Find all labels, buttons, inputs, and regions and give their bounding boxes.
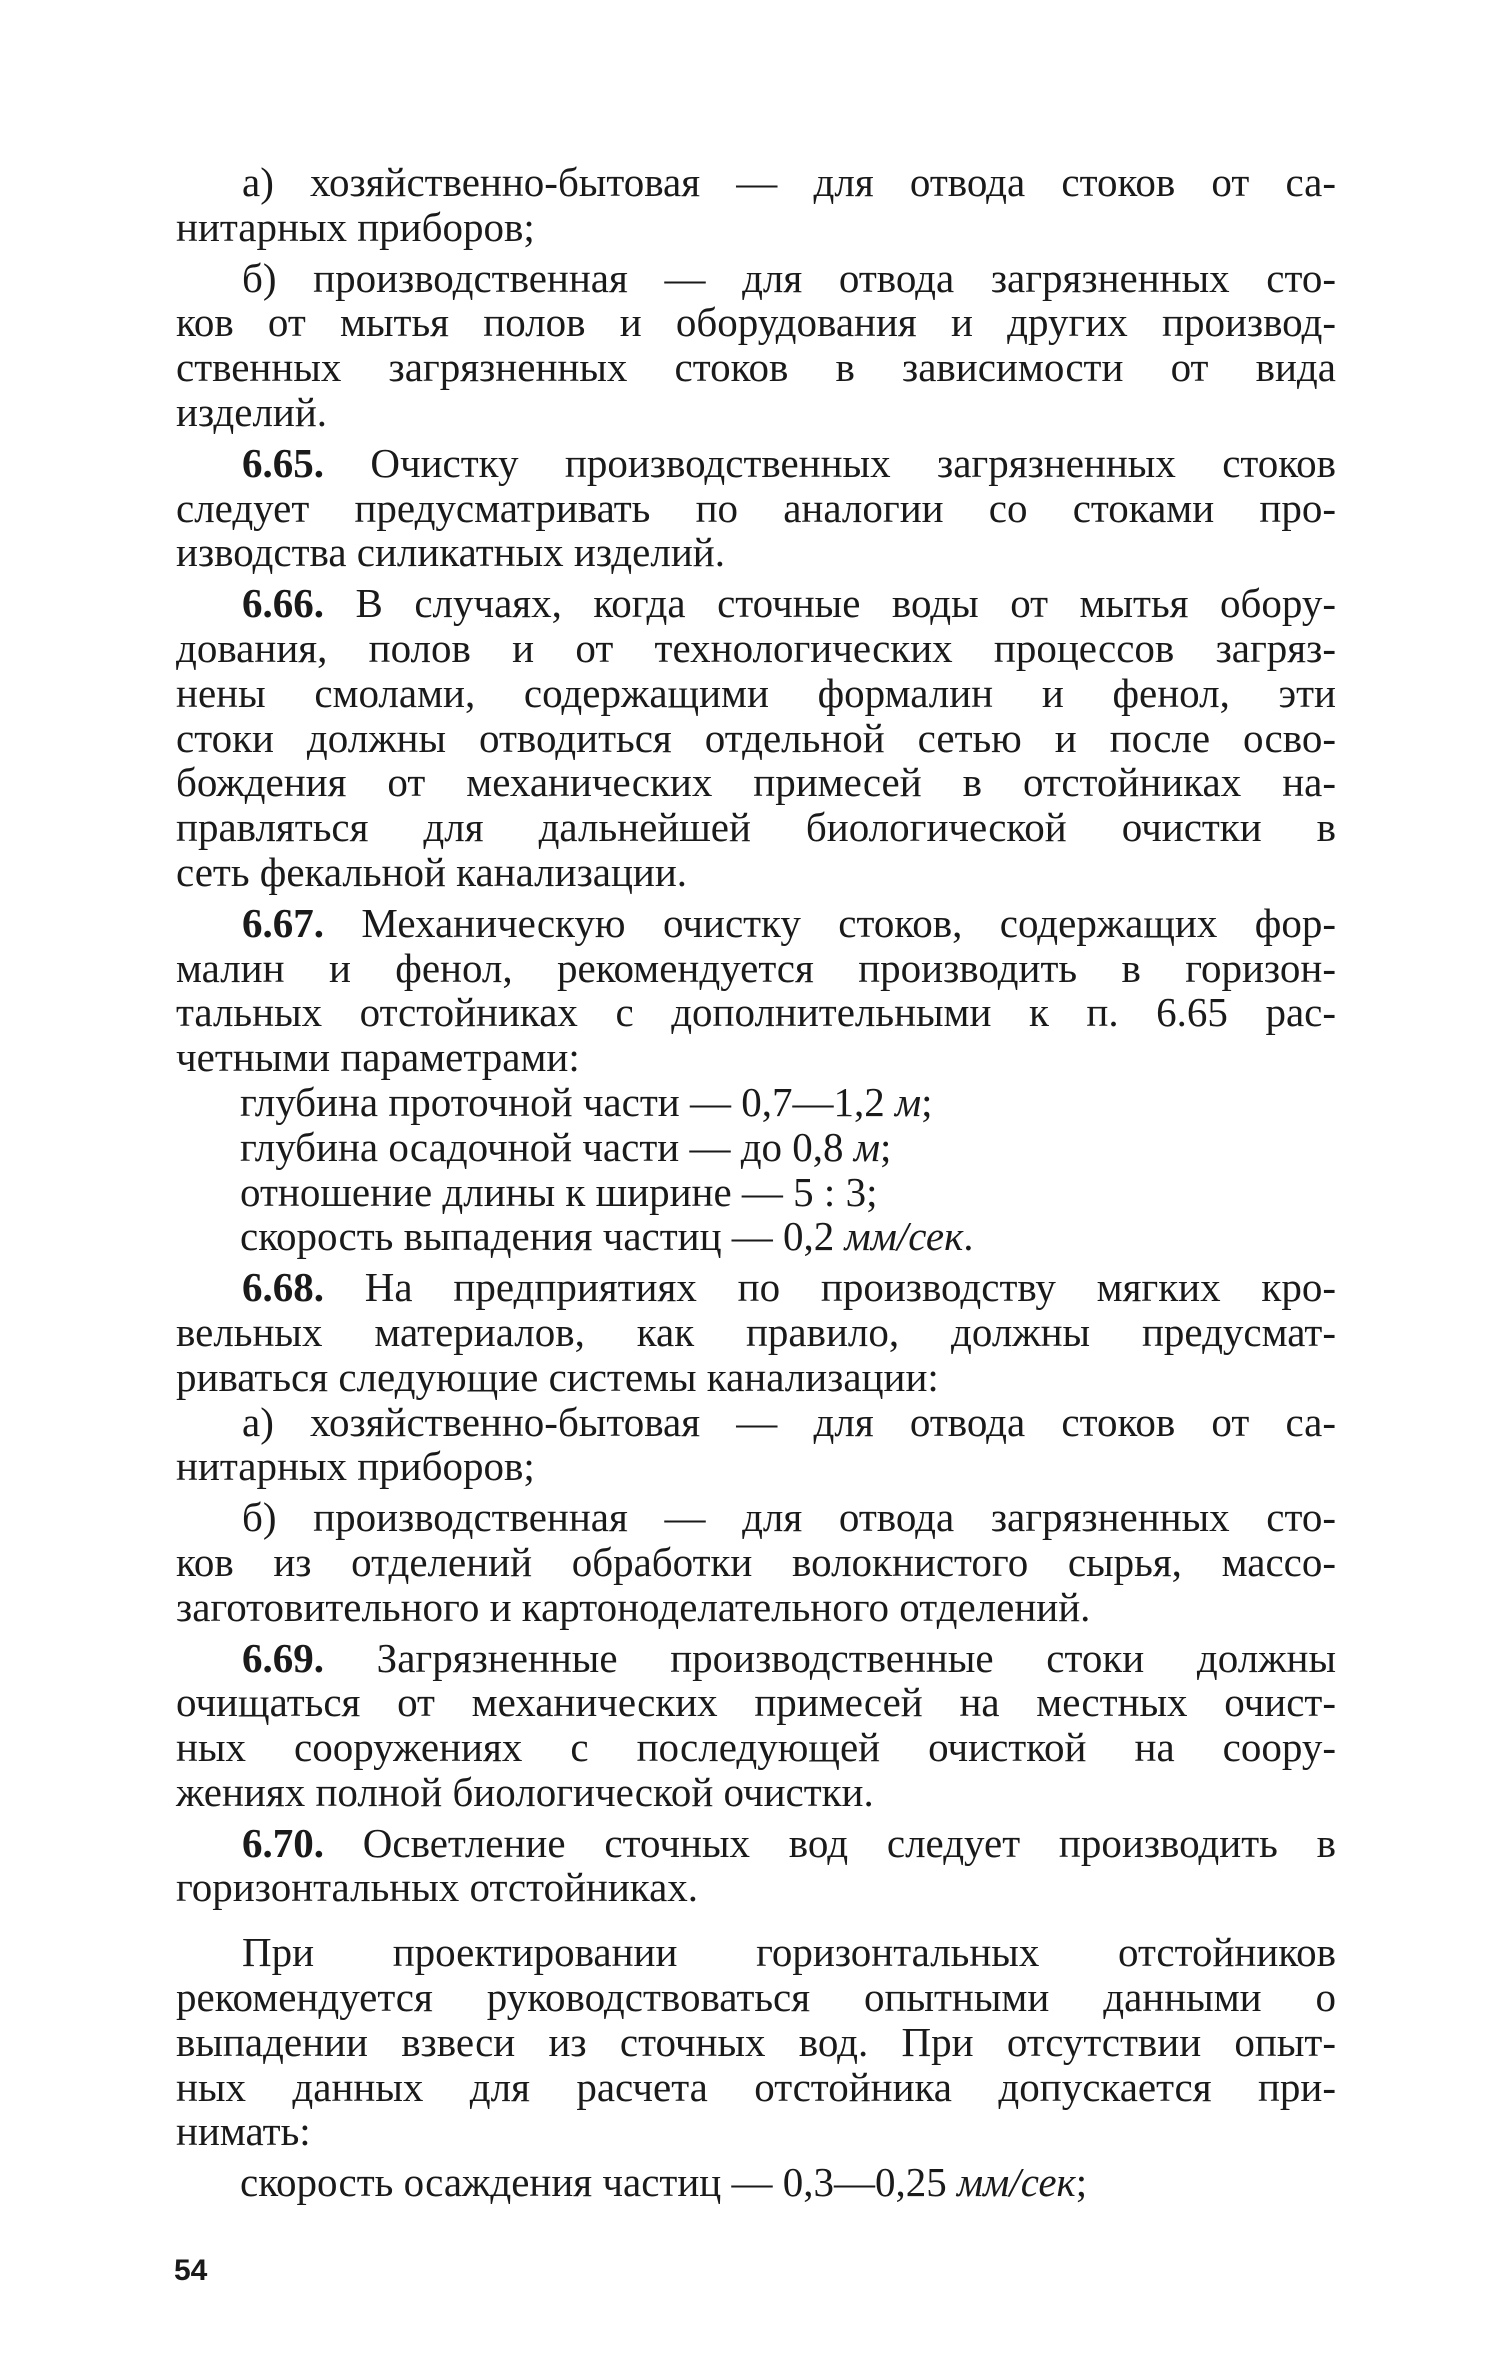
clause-text: Загрязненные производственные стоки должны — [324, 1634, 1336, 1681]
text-line: ственных загрязненных стоков в зависимости от вида — [176, 344, 1336, 391]
parameter-list — [176, 2160, 1336, 2205]
clause-6-70 — [176, 1821, 1336, 1911]
clause-number: 6.69. — [242, 1634, 324, 1681]
text-line: При проектировании горизонтальных отстойников — [242, 1929, 1336, 1976]
parameter-text: скорость осаждения частиц — 0,3—0,25 — [240, 2159, 957, 2206]
text-line: дования, полов и от технологических процессов загряз- — [176, 624, 1336, 671]
clause-text: Очистку производственных загрязненных стоков — [324, 439, 1336, 486]
text-line: изводства силикатных изделий. — [176, 529, 725, 576]
text-line: заготовительного и картоноделательного отделений. — [176, 1583, 1091, 1630]
unit: м — [894, 1078, 922, 1125]
clause-number: 6.67. — [242, 899, 324, 946]
text-line: ных сооружениях с последующей очисткой на соору- — [176, 1724, 1336, 1771]
text-line: изделий. — [176, 388, 328, 435]
paragraph-item-a — [176, 160, 1336, 250]
text-line: а) хозяйственно-бытовая — для отвода стоков от са- — [242, 1398, 1336, 1445]
paragraph-item-b — [176, 256, 1336, 435]
text-line: нитарных приборов; — [176, 203, 535, 250]
text-line: риваться следующие системы канализации: — [176, 1353, 939, 1400]
paragraph-item-a — [176, 1400, 1336, 1490]
unit: мм/сек — [956, 2159, 1076, 2206]
parameter-line — [176, 2160, 1336, 2205]
line-end: ; — [921, 1078, 933, 1125]
page-number: 54 — [174, 2254, 208, 2287]
text-line — [176, 441, 1336, 486]
document-body — [176, 160, 1336, 2205]
unit: м — [853, 1123, 880, 1170]
text-line: правляться для дальнейшей биологической очистки в — [176, 804, 1336, 851]
text-line: б) производственная — для отвода загрязненных сто- — [242, 254, 1336, 301]
parameter-line — [176, 1125, 1336, 1170]
text-line: ных данных для расчета отстойника допускается при- — [176, 2063, 1336, 2110]
text-line: малин и фенол, рекомендуется производить в горизон- — [176, 944, 1336, 991]
text-line: следует предусматривать по аналогии со стоками про- — [176, 484, 1336, 531]
text-line — [176, 581, 1336, 626]
text-line: бождения от механических примесей в отстойниках на- — [176, 759, 1336, 806]
clause-number: 6.66. — [242, 580, 324, 627]
parameter-text: глубина проточной части — 0,7—1,2 — [240, 1078, 895, 1125]
parameter-text: отношение длины к ширине — 5 : 3; — [240, 1168, 878, 1215]
clause-text: В случаях, когда сточные воды от мытья обору- — [324, 580, 1336, 627]
clause-6-66 — [176, 581, 1336, 895]
clause-number: 6.68. — [242, 1264, 324, 1311]
clause-text: Осветление сточных вод следует производить в — [324, 1819, 1336, 1866]
text-line: нимать: — [176, 2108, 311, 2155]
text-line: тальных отстойниках с дополнительными к п. 6.65 рас- — [176, 989, 1336, 1036]
text-line: ков из отделений обработки волокнистого сырья, массо- — [176, 1538, 1336, 1585]
paragraph — [176, 1930, 1336, 2154]
text-line: вельных материалов, как правило, должны предусмат- — [176, 1308, 1336, 1355]
clause-6-68 — [176, 1265, 1336, 1399]
text-line: четными параметрами: — [176, 1034, 580, 1081]
line-end: ; — [879, 1123, 892, 1170]
text-line: рекомендуется руководствоваться опытными данными о — [176, 1974, 1336, 2021]
paragraph-item-b — [176, 1495, 1336, 1629]
clause-number: 6.70. — [242, 1819, 324, 1866]
text-line: очищаться от механических примесей на местных очист- — [176, 1679, 1336, 1726]
clause-6-67 — [176, 901, 1336, 1080]
text-line: б) производственная — для отвода загрязненных сто- — [242, 1494, 1336, 1541]
clause-6-69 — [176, 1636, 1336, 1815]
text-line — [176, 1265, 1336, 1310]
text-line: нитарных приборов; — [176, 1443, 535, 1490]
text-line: ков от мытья полов и оборудования и других производ- — [176, 299, 1336, 346]
text-line: горизонтальных отстойниках. — [176, 1864, 699, 1911]
parameter-list — [176, 1080, 1336, 1259]
parameter-line — [176, 1170, 1336, 1215]
clause-text: Механическую очистку стоков, содержащих фор- — [324, 899, 1336, 946]
parameter-text: глубина осадочной части — до 0,8 — [240, 1123, 854, 1170]
clause-number: 6.65. — [242, 439, 324, 486]
clause-6-65 — [176, 441, 1336, 575]
line-end: ; — [1075, 2159, 1088, 2206]
text-line: сеть фекальной канализации. — [176, 848, 688, 895]
text-line — [176, 1636, 1336, 1681]
text-line — [176, 901, 1336, 946]
parameter-line — [176, 1080, 1336, 1125]
parameter-line — [176, 1214, 1336, 1259]
parameter-text: скорость выпадения частиц — 0,2 — [240, 1213, 845, 1260]
unit: мм/сек — [844, 1213, 964, 1260]
line-end: . — [963, 1213, 974, 1260]
text-line: жениях полной биологической очистки. — [176, 1768, 874, 1815]
text-line: стоки должны отводиться отдельной сетью и после осво- — [176, 714, 1336, 761]
text-line: выпадении взвеси из сточных вод. При отсутствии опыт- — [176, 2018, 1336, 2065]
clause-text: На предприятиях по производству мягких кро- — [324, 1264, 1336, 1311]
text-line — [176, 1821, 1336, 1866]
text-line: а) хозяйственно-бытовая — для отвода стоков от са- — [242, 159, 1336, 205]
text-line: нены смолами, содержащими формалин и фенол, эти — [176, 669, 1336, 716]
